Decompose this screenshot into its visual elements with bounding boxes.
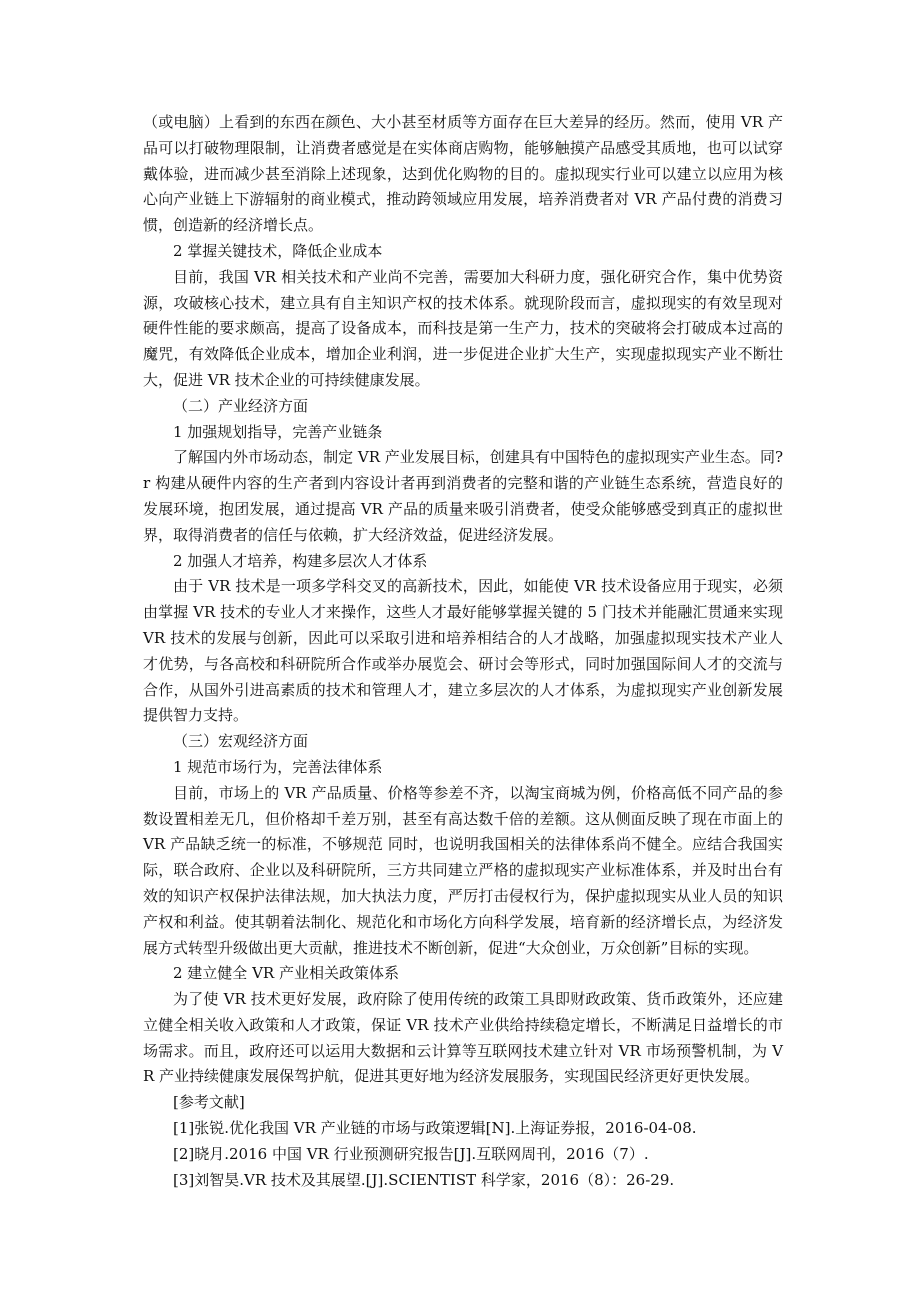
subsection-heading: 1 规范市场行为，完善法律体系 <box>173 757 383 776</box>
body-paragraph: 为了使 VR 技术更好发展，政府除了使用传统的政策工具即财政政策、货币政策外，还应建立健全相关收入政策和人才政策，保证 VR 技术产业供给持续稳定增长，不断满足日益增长的市场需求。而且，政府还可以运用大数据和云计算等互联网技术建立针对 VR 市场预警机制，为 VR 产业持续健康发展保驾护航，促进其更好地为经济发展服务，实现国民经济更好更快发展。 <box>143 990 783 1086</box>
subsection-heading: 2 加强人才培养，构建多层次人才体系 <box>173 551 428 570</box>
reference-item: [1]张锐.优化我国 VR 产业链的市场与政策逻辑[N].上海证券报，2016-04-08. <box>173 1119 697 1138</box>
references-title: [参考文献] <box>173 1093 245 1112</box>
body-paragraph: 目前，我国 VR 相关技术和产业尚不完善，需要加大科研力度，强化研究合作，集中优势资源，攻破核心技术，建立具有自主知识产权的技术体系。就现阶段而言，虚拟现实的有效呈现对硬件性能的要求颇高，提高了设备成本，而科技是第一生产力，技术的突破将会打破成本过高的魔咒，有效降低企业成本，增加企业利润，进一步促进企业扩大生产，实现虚拟现实产业不断壮大，促进 VR 技术企业的可持续健康发展。 <box>143 267 783 389</box>
body-paragraph: 由于 VR 技术是一项多学科交叉的高新技术，因此，如能使 VR 技术设备应用于现实，必须由掌握 VR 技术的专业人才来操作，这些人才最好能够掌握关键的 5 门技术并能融汇贯通来实现 VR 技术的发展与创新，因此可以采取引进和培养相结合的人才战略，加强虚拟现实技术产业人才优势，与各高校和科研院所合作或举办展览会、研讨会等形式，同时加强国际间人才的交流与合作，从国外引进高素质的技术和管理人才，建立多层次的人才体系，为虚拟现实产业创新发展提供智力支持。 <box>143 577 783 725</box>
document-page <box>143 110 783 1193</box>
body-paragraph: 目前，市场上的 VR 产品质量、价格等参差不齐，以淘宝商城为例，价格高低不同产品的参数设置相差无几，但价格却千差万别，甚至有高达数千倍的差额。这从侧面反映了现在市面上的 VR 产品缺乏统一的标准，不够规范 同时，也说明我国相关的法律体系尚不健全。应结合我国实际，联合政府、企业以及科研院所，三方共同建立严格的虚拟现实产业标准体系，并及时出台有效的知识产权保护法律法规，加大执法力度，严厉打击侵权行为，保护虚拟现实从业人员的知识产权和利益。使其朝着法制化、规范化和市场化方向科学发展，培育新的经济增长点，为经济发展方式转型升级做出更大贡献，推进技术不断创新，促进“大众创业，万众创新”目标的实现。 <box>143 783 783 957</box>
reference-item: [2]晓月.2016 中国 VR 行业预测研究报告[J].互联网周刊，2016（7）. <box>173 1144 649 1163</box>
body-paragraph-continued: （或电脑）上看到的东西在颜色、大小甚至材质等方面存在巨大差异的经历。然而，使用 VR 产品可以打破物理限制，让消费者感觉是在实体商店购物，能够触摸产品感受其质地，也可以试穿戴体验，进而减少甚至消除上述现象，达到优化购物的目的。虚拟现实行业可以建立以应用为核心向产业链上下游辐射的商业模式，推动跨领域应用发展，培养消费者对 VR 产品付费的消费习惯，创造新的经济增长点。 <box>143 113 783 235</box>
subsection-heading: 2 建立健全 VR 产业相关政策体系 <box>173 964 399 983</box>
references-section <box>143 1090 783 1193</box>
subsection-heading: 1 加强规划指导，完善产业链条 <box>173 422 383 441</box>
section-heading: （三）宏观经济方面 <box>173 732 309 751</box>
reference-item: [3]刘智昊.VR 技术及其展望.[J].SCIENTIST 科学家，2016（8）：26-29. <box>173 1170 675 1189</box>
subsection-heading: 2 掌握关键技术，降低企业成本 <box>173 241 383 260</box>
section-heading: （二）产业经济方面 <box>173 396 309 415</box>
body-paragraph: 了解国内外市场动态，制定 VR 产业发展目标，创建具有中国特色的虚拟现实产业生态。同?r 构建从硬件内容的生产者到内容设计者再到消费者的完整和谐的产业链生态系统，营造良好的发展环境，抱团发展，通过提高 VR 产品的质量来吸引消费者，使受众能够感受到真正的虚拟世界，取得消费者的信任与依赖，扩大经济效益，促进经济发展。 <box>143 448 783 544</box>
